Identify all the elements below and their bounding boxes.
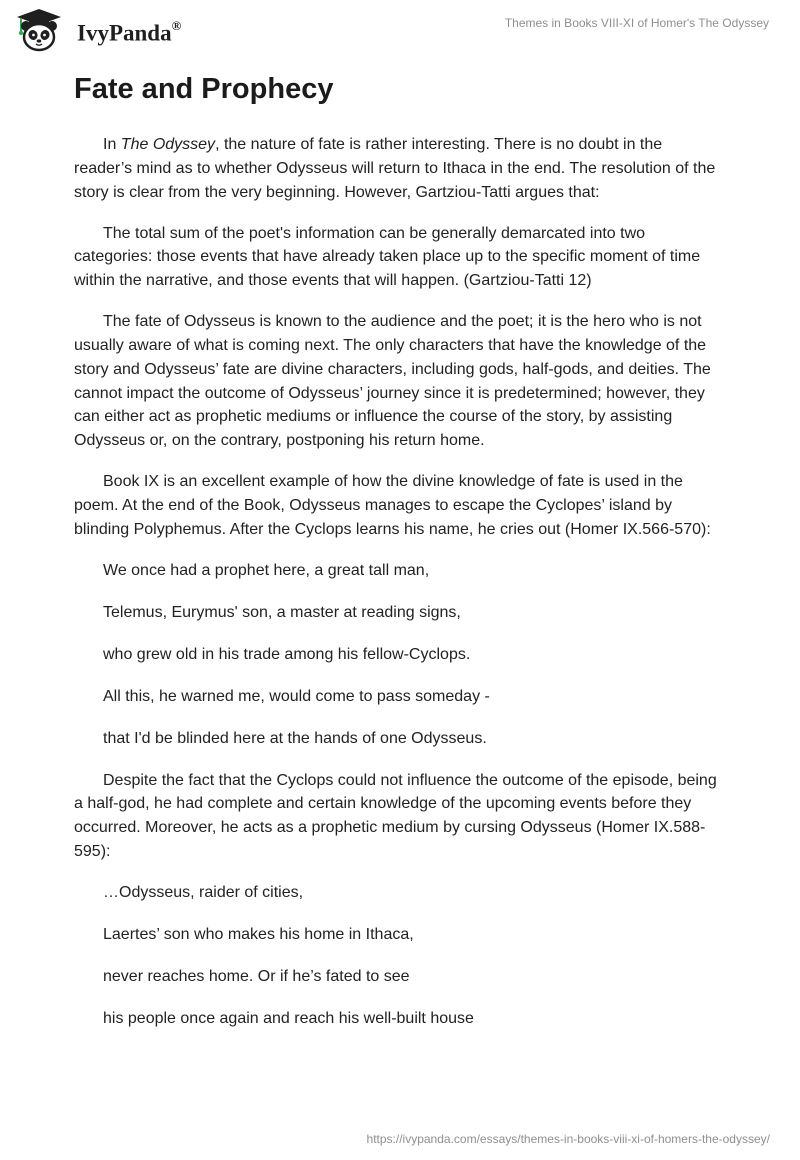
verse-line: his people once again and reach his well-built house [103,1009,474,1027]
page-header [0,0,800,62]
verse-line: All this, he warned me, would come to pass someday - [103,687,490,705]
verse-line: never reaches home. Or if he’s fated to see [103,967,410,985]
paragraph-intro-rest: , the nature of fate is rather interesting. There is no doubt in the reader’s mind as to whether Odysseus will return to Ithaca in the end. The resolution of the story is clear from the very beginning. However, Gartziou-Tatti argues that: [74,136,716,201]
registered-mark: ® [171,18,182,33]
verse-line: …Odysseus, raider of cities, [103,884,304,901]
brand-name: IvyPanda [77,20,172,46]
verse-line: that I'd be blinded here at the hands of one Odysseus. [103,729,487,747]
book-title: The Odyssey [120,136,216,153]
paragraph-intro [74,133,724,204]
verse-line: who grew old in his trade among his fellow-Cyclops. [103,645,471,663]
section-heading: Fate and Prophecy [74,73,334,105]
verse-line: Laertes’ son who makes his home in Ithaca, [103,925,414,943]
paragraph-book-ix: Book IX is an excellent example of how the divine knowledge of fate is used in the poem. At the end of the Book, Odysseus manages to escape the Cyclopes’ island by blinding Polyphemus. After the Cyclops learns his name, he cries out (Homer IX.566-570): [74,473,711,538]
brand-logo-text[interactable] [77,20,181,47]
panda-graduate-icon[interactable] [15,8,63,52]
paragraph-cyclops: Despite the fact that the Cyclops could not influence the outcome of the episode, being a half-god, he had complete and certain knowledge of the upcoming events before they occurred. Moreover, he acts as a prophetic medium by cursing Odysseus (Homer IX.588-595): [74,771,717,861]
paragraph-intro-lead: In [103,136,121,153]
document-title: Themes in Books VIII-XI of Homer's The Odyssey [504,16,769,30]
essay-body [74,133,724,1049]
verse-line: We once had a prophet here, a great tall man, [103,561,430,579]
source-url[interactable]: https://ivypanda.com/essays/themes-in-books-viii-xi-of-homers-the-odyssey/ [366,1132,770,1146]
block-quote: The total sum of the poet's information can be generally demarcated into two categories: those events that have already taken place up to the specific moment of time within the narrative, and those events that will happen. (Gartziou-Tatti 12) [74,224,701,290]
verse-line: Telemus, Eurymus' son, a master at reading signs, [103,603,461,621]
paragraph-fate: The fate of Odysseus is known to the audience and the poet; it is the hero who is not usually aware of what is coming next. The only characters that have the knowledge of the story and Odysseus’ fate are divine characters, including gods, half-gods, and deities. The cannot impact the outcome of Odysseus’ journey since it is predetermined; however, they can either act as prophetic mediums or influence the course of the story, by assisting Odysseus or, on the contrary, postponing his return home. [74,313,711,450]
